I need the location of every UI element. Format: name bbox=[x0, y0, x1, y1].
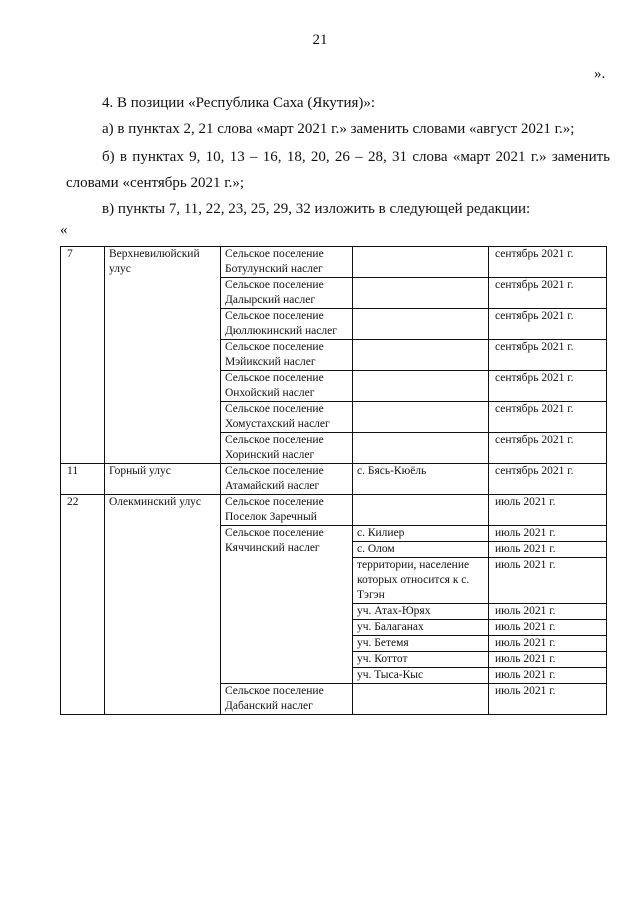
date-cell: июль 2021 г. bbox=[489, 495, 607, 526]
date-cell: июль 2021 г. bbox=[489, 684, 607, 715]
locality-cell bbox=[353, 278, 489, 309]
table-row bbox=[61, 495, 607, 526]
date-cell: сентябрь 2021 г. bbox=[489, 433, 607, 464]
locality-cell bbox=[353, 247, 489, 278]
item-number-cell: 22 bbox=[61, 495, 105, 715]
date-cell: июль 2021 г. bbox=[489, 604, 607, 620]
locality-cell bbox=[353, 684, 489, 715]
settlement-cell: Сельское поселение Мэйикский наслег bbox=[221, 340, 353, 371]
district-cell: Верхневилюйский улус bbox=[105, 247, 221, 464]
date-cell: июль 2021 г. bbox=[489, 652, 607, 668]
table-row bbox=[61, 247, 607, 278]
table-row bbox=[61, 464, 607, 495]
locality-cell bbox=[353, 495, 489, 526]
date-cell: июль 2021 г. bbox=[489, 668, 607, 684]
date-cell: июль 2021 г. bbox=[489, 558, 607, 604]
date-cell: июль 2021 г. bbox=[489, 526, 607, 542]
settlement-cell: Сельское поселение Дюллюкинский наслег bbox=[221, 309, 353, 340]
settlement-cell: Сельское поселение Ботулунский наслег bbox=[221, 247, 353, 278]
paragraph-subitem-a: а) в пунктах 2, 21 слова «март 2021 г.» заменить словами «август 2021 г.»; bbox=[102, 121, 575, 137]
locality-cell: уч. Коттот bbox=[353, 652, 489, 668]
locality-cell bbox=[353, 433, 489, 464]
locality-cell: с. Бясь-Кюёль bbox=[353, 464, 489, 495]
item-number-cell: 11 bbox=[61, 464, 105, 495]
settlement-cell: Сельское поселение Поселок Заречный bbox=[221, 495, 353, 526]
paragraph-subitem-b: б) в пунктах 9, 10, 13 – 16, 18, 20, 26 – 28, 31 слова «март 2021 г.» заменить словами «сентябрь 2021 г.»; bbox=[66, 149, 610, 191]
settlement-cell: Сельское поселение Хоринский наслег bbox=[221, 433, 353, 464]
item-number-cell: 7 bbox=[61, 247, 105, 464]
paragraph-item-4: 4. В позиции «Республика Саха (Якутия)»: bbox=[102, 95, 376, 111]
locality-cell: территории, население которых относится к с. Тэгэн bbox=[353, 558, 489, 604]
opening-quote: « bbox=[60, 222, 68, 238]
settlement-cell: Сельское поселение Дабанский наслег bbox=[221, 684, 353, 715]
date-cell: сентябрь 2021 г. bbox=[489, 402, 607, 433]
district-cell: Горный улус bbox=[105, 464, 221, 495]
closing-quote: ». bbox=[594, 66, 606, 82]
settlement-cell: Сельское поселение Кяччинский наслег bbox=[221, 526, 353, 684]
date-cell: сентябрь 2021 г. bbox=[489, 464, 607, 495]
date-cell: сентябрь 2021 г. bbox=[489, 340, 607, 371]
settlement-cell: Сельское поселение Онхойский наслег bbox=[221, 371, 353, 402]
locality-cell: с. Килиер bbox=[353, 526, 489, 542]
date-cell: июль 2021 г. bbox=[489, 542, 607, 558]
district-cell: Олекминский улус bbox=[105, 495, 221, 715]
locality-cell bbox=[353, 340, 489, 371]
locality-cell: уч. Балаганах bbox=[353, 620, 489, 636]
locality-cell: уч. Бетемя bbox=[353, 636, 489, 652]
settlement-cell: Сельское поселение Атамайский наслег bbox=[221, 464, 353, 495]
date-cell: сентябрь 2021 г. bbox=[489, 247, 607, 278]
locality-cell bbox=[353, 371, 489, 402]
date-cell: сентябрь 2021 г. bbox=[489, 371, 607, 402]
amendment-table bbox=[60, 246, 607, 715]
date-cell: июль 2021 г. bbox=[489, 636, 607, 652]
locality-cell: уч. Атах-Юрях bbox=[353, 604, 489, 620]
locality-cell: с. Олом bbox=[353, 542, 489, 558]
locality-cell bbox=[353, 402, 489, 433]
locality-cell: уч. Тыса-Кыс bbox=[353, 668, 489, 684]
locality-cell bbox=[353, 309, 489, 340]
paragraph-subitem-v: в) пункты 7, 11, 22, 23, 25, 29, 32 изложить в следующей редакции: bbox=[102, 201, 531, 217]
date-cell: июль 2021 г. bbox=[489, 620, 607, 636]
settlement-cell: Сельское поселение Далырский наслег bbox=[221, 278, 353, 309]
settlement-cell: Сельское поселение Хомустахский наслег bbox=[221, 402, 353, 433]
date-cell: сентябрь 2021 г. bbox=[489, 278, 607, 309]
date-cell: сентябрь 2021 г. bbox=[489, 309, 607, 340]
page-number: 21 bbox=[312, 32, 328, 48]
